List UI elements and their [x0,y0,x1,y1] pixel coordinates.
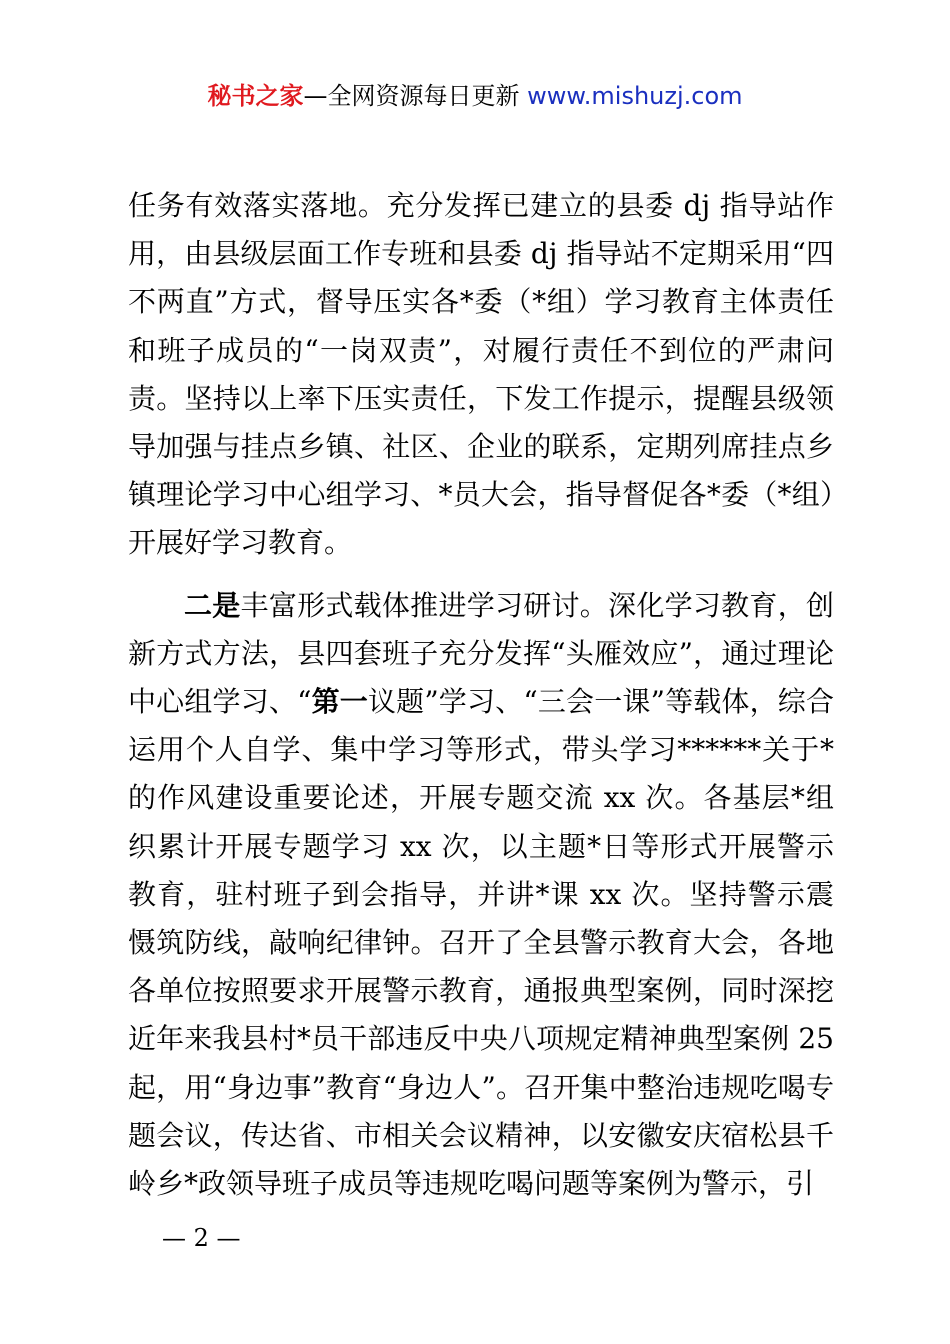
paragraph-text: 议题”学习、“三会一课”等载体，综合运用个人自学、集中学习等形式，带头学习******关于*的作风建设重要论述，开展专题交流 xx 次。各基层*组织累计开展专题学习 xx 次，以主题*日等形式开展警示教育，驻村班子到会指导，并讲*课 xx 次。坚持警示震慑筑防线，敲响纪律钟。召开了全县警示教育大会，各地各单位按照要求开展警示教育，通报典型案例，同时深挖近年来我县村*员干部违反中央八项规定精神典型案例 25 起，用“身边事”教育“身边人”。召开集中整治违规吃喝专题会议，传达省、市相关会议精神，以安徽安庆宿松县千岭乡*政领导班子成员等违规吃喝问题等案例为警示，引 [128,685,834,1201]
page-number: — 2 — [162,1224,241,1252]
brand-name: 秘书之家 [207,82,304,110]
emphasis-text: 第一 [311,685,368,719]
paragraph-text: 丰富形式载体推进学习研讨。深化学习教育，创新方式方法，县四套班子充分发挥“头雁效应”，通过理论中心组学习、“ [128,588,834,719]
document-header [0,80,950,112]
paragraph-text: 任务有效落实落地。充分发挥已建立的县委 dj 指导站作用，由县级层面工作专班和县委 dj 指导站不定期采用“四不两直”方式，督导压实各*委（*组）学习教育主体责任和班子成员的“一岗双责”，对履行责任不到位的严肃问责。坚持以上率下压实责任，下发工作提示，提醒县级领导加强与挂点乡镇、社区、企业的联系，定期列席挂点乡镇理论学习中心组学习、*员大会，指导督促各*委（*组）开展好学习教育。 [128,189,834,560]
paragraph-2 [128,582,834,1209]
paragraph-1 [128,182,834,568]
document-body [128,182,834,1208]
paragraph-lead-in: 二是 [184,588,241,622]
website-url[interactable]: www.mishuzj.com [527,82,743,110]
header-tagline: —全网资源每日更新 [303,82,528,110]
